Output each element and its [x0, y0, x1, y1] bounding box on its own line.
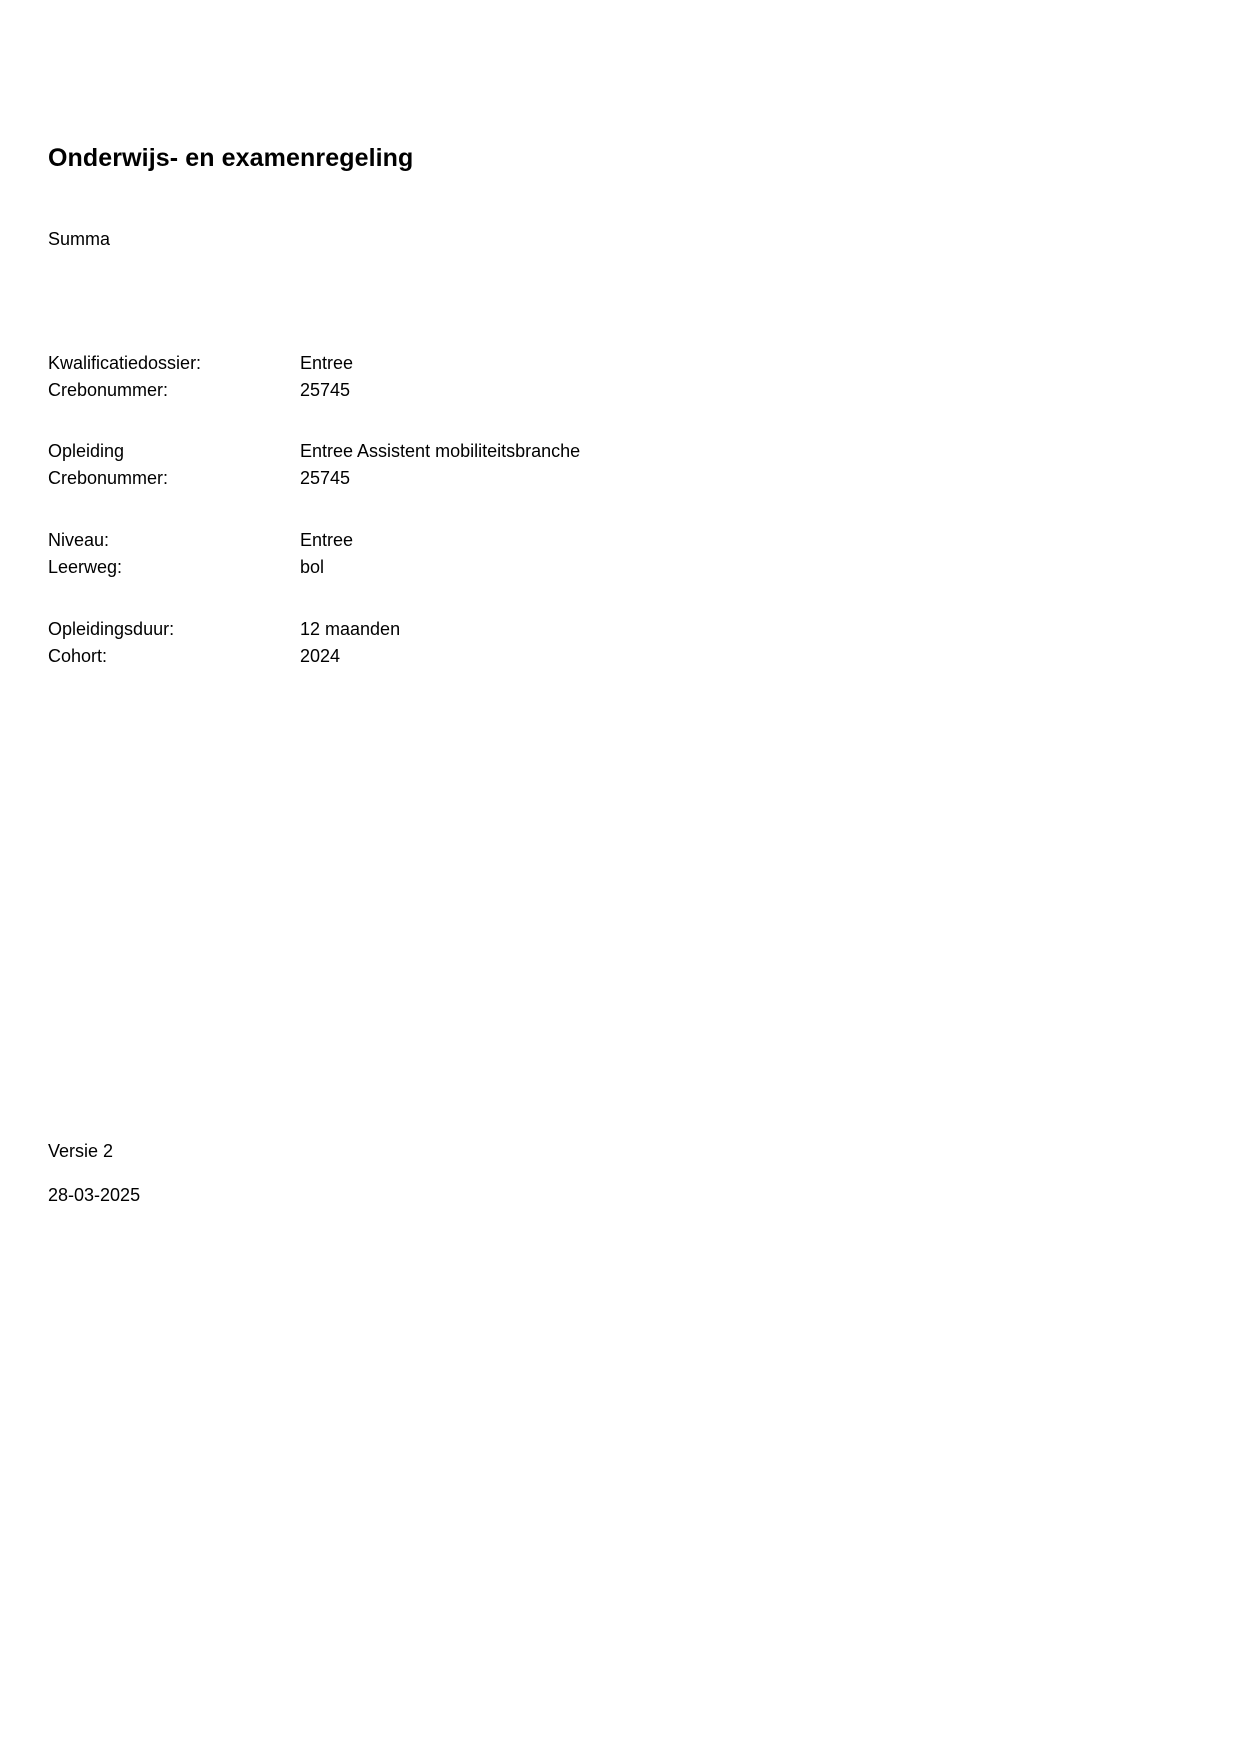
- metadata-row: [48, 643, 948, 670]
- metadata-row: [48, 527, 948, 554]
- metadata-row: [48, 377, 948, 404]
- metadata-value: Entree: [300, 353, 354, 373]
- metadata-label: Cohort:: [48, 646, 108, 666]
- metadata-label: Niveau:: [48, 530, 110, 550]
- metadata-label: Leerweg:: [48, 557, 123, 577]
- metadata-group-qualification: [48, 350, 948, 404]
- metadata-row: [48, 465, 948, 492]
- metadata-value: 25745: [300, 468, 351, 488]
- metadata-label: Kwalificatiedossier:: [48, 353, 202, 373]
- metadata-row: [48, 616, 948, 643]
- metadata-row: [48, 554, 948, 581]
- metadata-value: Entree: [300, 530, 354, 550]
- metadata-value: Entree Assistent mobiliteitsbranche: [300, 441, 581, 461]
- metadata-value: 2024: [300, 646, 341, 666]
- metadata-label: Crebonummer:: [48, 468, 169, 488]
- page-title: Onderwijs- en examenregeling: [48, 143, 414, 172]
- metadata-row: [48, 350, 948, 377]
- document-date: 28-03-2025: [48, 1185, 141, 1205]
- metadata-label: Opleidingsduur:: [48, 619, 175, 639]
- organization-name: Summa: [48, 229, 111, 249]
- metadata-label: Crebonummer:: [48, 380, 169, 400]
- metadata-value: bol: [300, 557, 325, 577]
- metadata-row: [48, 438, 948, 465]
- metadata-value: 25745: [300, 380, 351, 400]
- metadata-group-level: [48, 527, 948, 581]
- metadata-value: 12 maanden: [300, 619, 401, 639]
- metadata-group-program: [48, 438, 948, 492]
- metadata-group-duration: [48, 616, 948, 670]
- document-version: Versie 2: [48, 1141, 114, 1161]
- metadata-label: Opleiding: [48, 441, 125, 461]
